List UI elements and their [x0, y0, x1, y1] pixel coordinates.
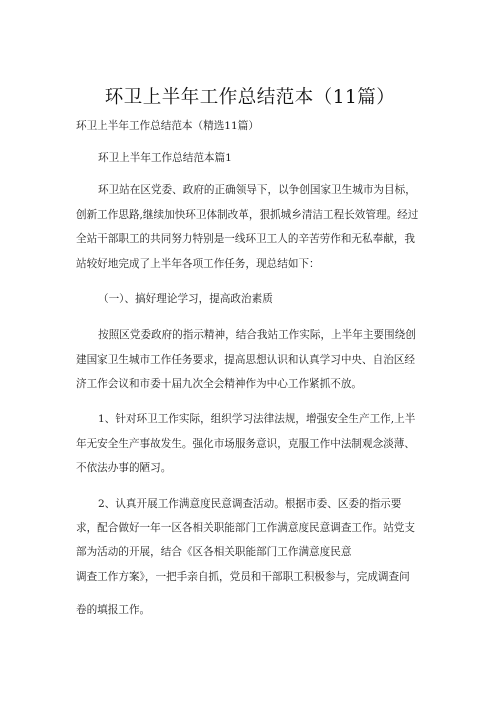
- document-title: 环卫上半年工作总结范本（11篇）: [104, 87, 396, 108]
- paragraph-line: 建国家卫生城市工作任务要求，提高思想认识和认真学习中央、自治区经: [76, 354, 415, 366]
- paragraph-line: 济工作会议和市委十届九次全会精神作为中心工作紧抓不放。: [76, 378, 363, 390]
- section-heading: 环卫上半年工作总结范本篇1: [98, 152, 232, 164]
- paragraph-line: 全站干部职工的共同努力特别是一线环卫工人的辛苦劳作和无私奉献，我: [76, 233, 415, 245]
- paragraph-line: 部为活动的开展，结合《区各相关职能部门工作满意度民意: [76, 546, 352, 558]
- paragraph-line: 站较好地完成了上半年各项工作任务，现总结如下：: [76, 258, 320, 270]
- paragraph-line: 2、认真开展工作满意度民意调查活动。根据市委、区委的指示要: [98, 498, 402, 510]
- subtitle-line: 环卫上半年工作总结范本（精选11篇）: [76, 120, 259, 132]
- paragraph-line: 求，配合做好一年一区各相关职能部门工作满意度民意调查工作。站党支: [76, 522, 415, 534]
- paragraph-line: 创新工作思路,继续加快环卫体制改革，狠抓城乡清洁工程长效管理。经过: [76, 209, 419, 221]
- paragraph-line: 调查工作方案》，一把手亲自抓，党员和干部职工积极参与，完成调查问: [76, 571, 410, 583]
- paragraph-line: 年无安全生产事故发生。强化市场服务意识，克服工作中法制观念淡薄、: [76, 438, 415, 450]
- paragraph-line: 1、针对环卫工作实际，组织学习法律法规，增强安全生产工作,上半: [98, 413, 416, 425]
- subsection-heading: （一）、搞好理论学习，提高政治素质: [98, 293, 273, 305]
- paragraph-line: 环卫站在区党委、政府的正确领导下，以争创国家卫生城市为目标，: [98, 184, 416, 196]
- paragraph-line: 不依法办事的陋习。: [76, 462, 172, 474]
- paragraph-line: 卷的填报工作。: [76, 604, 151, 616]
- paragraph-line: 按照区党委政府的指示精神，结合我站工作实际，上半年主要围绕创: [98, 329, 416, 341]
